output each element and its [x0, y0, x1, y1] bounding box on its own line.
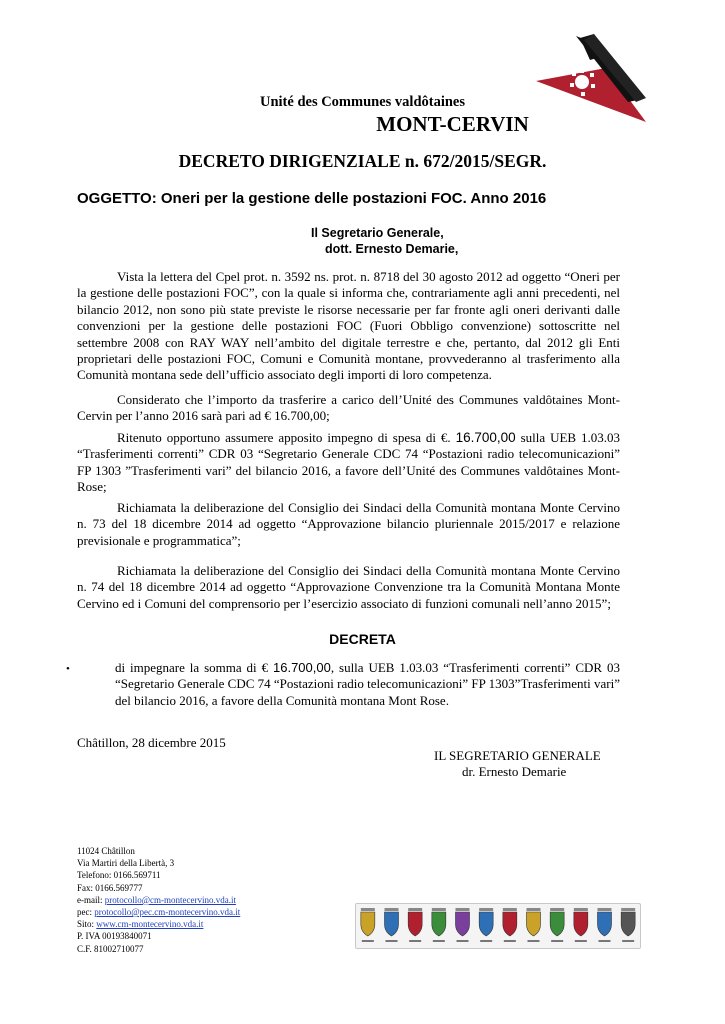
municipality-crest-icon	[550, 908, 564, 942]
decreta-heading: DECRETA	[329, 631, 396, 647]
footer-contacts	[77, 845, 240, 955]
org-city: MONT-CERVIN	[376, 112, 529, 136]
paragraph-text: sulla UEB 1.03.03 “Trasferimenti correnti” CDR 03 “Segretario Generale CDC 74 “Postazioni radio telecomunicazioni” FP 1303 ”Trasferimenti vari” del bilancio 2016, a favore dell’Unité des Communes valdôtaines Mont-Rose;	[77, 430, 621, 495]
paragraph-considerato	[77, 392, 620, 425]
signatory-title: Il Segretario Generale,	[311, 226, 444, 240]
municipality-crests-icon	[355, 903, 641, 949]
decree-number: DECRETO DIRIGENZIALE n. 672/2015/SEGR.	[178, 151, 547, 171]
paragraph-text: Richiamata la deliberazione del Consiglio dei Sindaci della Comunità montana Monte Cervino n. 73 del 18 dicembre 2014 ad oggetto “Approvazione bilancio pluriennale 2015/2017 e relazione previsionale e programmatica”;	[77, 500, 620, 548]
footer-site: Sito: www.cm-montecervino.vda.it	[77, 919, 204, 930]
org-name: Unité des Communes valdôtaines	[259, 94, 466, 110]
sign-title: IL SEGRETARIO GENERALE	[434, 748, 601, 763]
place-date: Châtillon, 28 dicembre 2015	[77, 735, 226, 750]
municipality-crest-icon	[503, 908, 517, 942]
paragraph-text: Ritenuto opportuno assumere apposito impegno di spesa di €.	[117, 430, 451, 445]
paragraph-richiamata-2	[77, 563, 620, 612]
footer-phone	[77, 869, 240, 881]
site-label: Sito	[77, 919, 92, 930]
municipality-crest-icon	[432, 908, 446, 942]
paragraph-vista	[77, 269, 620, 384]
phone-value: 0166.569711	[113, 870, 161, 881]
item-text: di impegnare la somma di €	[115, 660, 269, 675]
item-text: , sulla UEB 1.03.03 “Trasferimenti correnti” CDR 03 “Segretario Generale CDC 74 “Postazioni radio telecomunicazioni” FP 1303”Trasferimenti vari” del bilancio 2016, a favore della Comunità montana Mont Rose.	[115, 660, 620, 708]
phone-label: Telefono:	[77, 870, 112, 881]
email-link[interactable]: protocollo@cm-montecervino.vda.it	[104, 894, 237, 905]
footer-pec	[77, 906, 240, 918]
municipality-crest-icon	[598, 908, 612, 942]
municipality-crest-icon	[621, 908, 635, 942]
municipality-crest-icon	[385, 908, 399, 942]
paragraph-text: Richiamata la deliberazione del Consiglio dei Sindaci della Comunità montana Monte Cervino n. 74 del 18 dicembre 2014 ad oggetto “Approvazione Convenzione tra la Comunità Montana Monte Cervino ed i Comuni del comprensorio per l’esercizio associato di funzioni comunali nell’anno 2015”;	[77, 563, 620, 611]
site-link[interactable]: www.cm-montecervino.vda.it	[96, 919, 204, 930]
paragraph-text: Considerato che l’importo da trasferire a carico dell’Unité des Communes valdôtaines Mont-Cervin per l’anno 2016 sarà pari ad € 16.700,00;	[77, 392, 620, 424]
decreta-item	[115, 660, 620, 709]
municipality-crest-icon	[479, 908, 493, 942]
municipality-crest-icon	[361, 908, 375, 942]
sign-name: dr. Ernesto Demarie	[462, 764, 567, 779]
signatory-name: dott. Ernesto Demarie,	[325, 242, 459, 256]
municipality-crest-icon	[456, 908, 470, 942]
footer-email	[77, 894, 240, 906]
footer-cf: C.F. 81002710077	[77, 943, 144, 954]
paragraph-ritenuto	[77, 430, 620, 496]
pec-link[interactable]: protocollo@pec.cm-montecervino.vda.it	[94, 907, 241, 918]
paragraph-richiamata-1	[77, 500, 620, 549]
footer-fax	[77, 882, 240, 894]
decree-subject: OGGETTO: Oneri per la gestione delle postazioni FOC. Anno 2016	[77, 190, 547, 207]
fax-label: Fax:	[77, 882, 94, 893]
bullet-icon: •	[66, 663, 70, 675]
municipality-crest-icon	[574, 908, 588, 942]
footer-piva: P. IVA 00193840071	[77, 931, 152, 942]
amount-value: 16.700,00	[455, 430, 516, 445]
fax-value: 0166.569777	[95, 882, 143, 893]
municipality-crest-icon	[527, 908, 541, 942]
paragraph-text: Vista la lettera del Cpel prot. n. 3592 ns. prot. n. 8718 del 30 agosto 2012 ad oggetto “Oneri per la gestione delle postazioni FOC”, con la quale si informa che, contrariamente agli anni precedenti, nel bilancio 2012, non sono più state previste le risorse necessarie per far fronte agli oneri derivanti dalle convenzioni per la gestione delle postazioni FOC (Fuori Obbligo convenzione) sottoscritte nel settembre 2008 con RAY WAY nell’ambito del digitale terrestre e che, pertanto, dal 2012 gli Enti proprietari delle postazioni FOC, Comuni e Comunità montane, provvederanno al trasferimento alla Comunità montana sede dell’ufficio associato degli importi di loro competenza.	[77, 269, 620, 383]
municipality-crest-icon	[408, 908, 422, 942]
footer-address-2: Via Martiri della Libertà, 3	[77, 858, 175, 869]
amount-value: 16.700,00	[273, 660, 331, 675]
pec-label: pec:	[77, 907, 92, 918]
email-label: e-mail:	[77, 894, 103, 905]
footer-address-1: 11024 Châtillon	[77, 846, 135, 856]
